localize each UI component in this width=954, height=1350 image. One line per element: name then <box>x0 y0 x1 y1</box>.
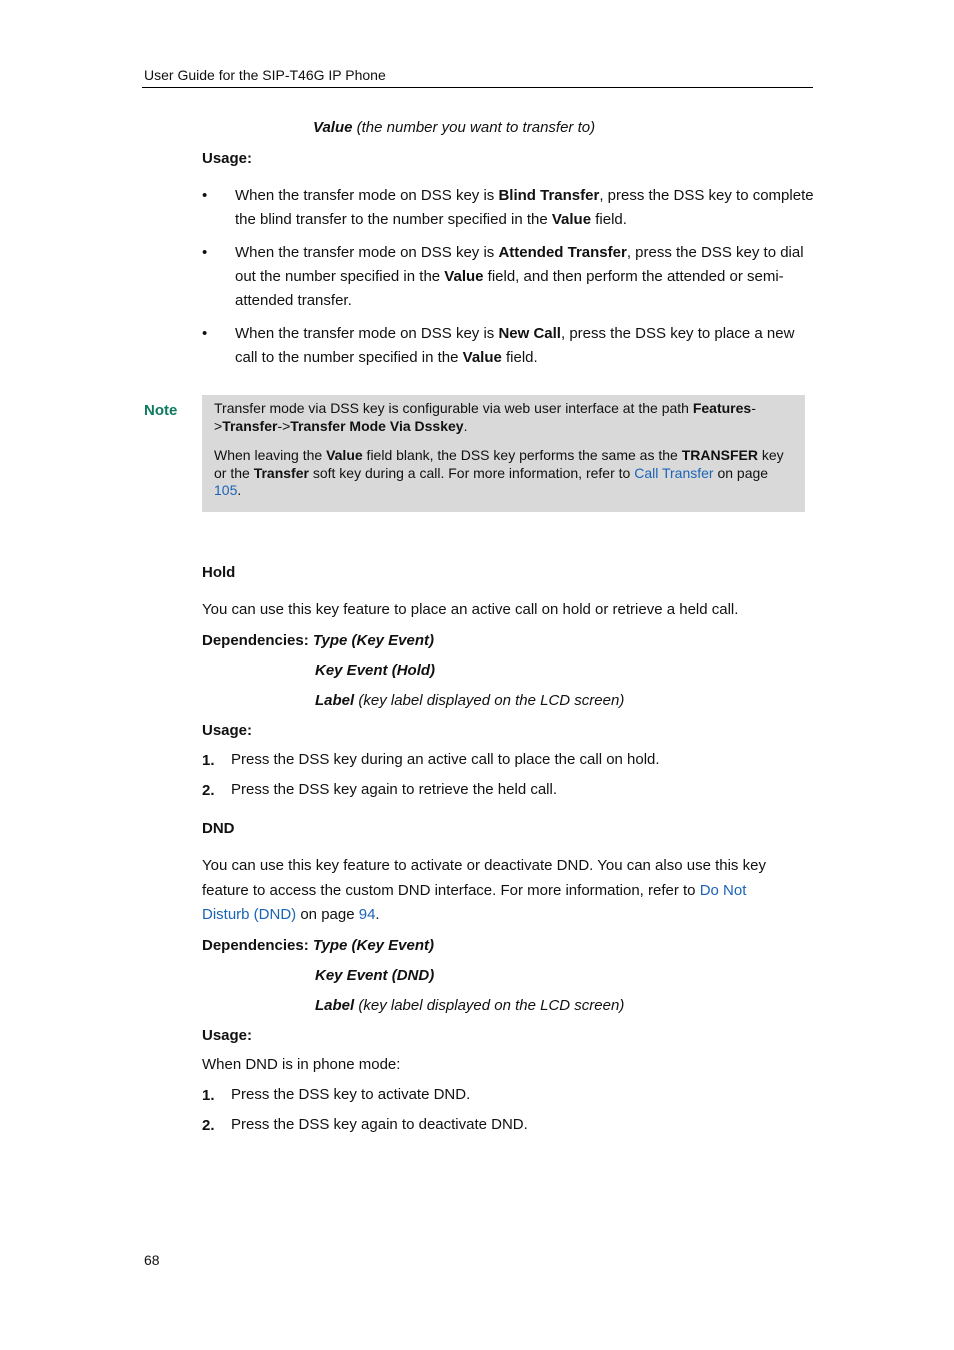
note-paragraph-2: When leaving the Value field blank, the DSS key performs the same as the TRANSFER key or the Transfer soft key during a call. For more information, refer to Call Transfer on page 105. <box>214 447 784 498</box>
dnd-mode-line: When DND is in phone mode: <box>202 1056 401 1073</box>
page-number: 68 <box>144 1252 160 1268</box>
hold-usage-heading: Usage: <box>202 722 253 739</box>
transfer-value-line <box>313 116 595 140</box>
dnd-heading: DND <box>202 820 235 837</box>
hold-step-2: Press the DSS key again to retrieve the held call. <box>231 781 558 798</box>
hold-key-event: Key Event (Hold) <box>315 662 436 679</box>
transfer-bullet-list <box>202 184 814 379</box>
header-rule <box>142 87 813 88</box>
hold-dependencies: Dependencies: Type (Key Event) <box>202 632 435 649</box>
step-number: 2. <box>202 1117 215 1134</box>
dnd-label-line: Label (key label displayed on the LCD screen) <box>315 997 625 1014</box>
hold-intro: You can use this key feature to place an active call on hold or retrieve a held call. <box>202 601 739 618</box>
page-94-link[interactable]: 94 <box>358 906 376 923</box>
dnd-link[interactable]: Do Not Disturb (DND) <box>202 881 747 923</box>
hold-step-1: Press the DSS key during an active call to place the call on hold. <box>231 751 660 768</box>
hold-heading: Hold <box>202 564 236 581</box>
note-label: Note <box>144 402 178 419</box>
step-number: 1. <box>202 1087 215 1104</box>
bullet-icon: • <box>202 325 208 342</box>
dnd-dependencies: Dependencies: Type (Key Event) <box>202 937 435 954</box>
dnd-step-2: Press the DSS key again to deactivate DND. <box>231 1116 528 1133</box>
dnd-usage-heading: Usage: <box>202 1027 253 1044</box>
page-header: User Guide for the SIP-T46G IP Phone <box>144 67 386 83</box>
note-box <box>202 395 805 512</box>
value-desc: (the number you want to transfer to) <box>352 119 596 136</box>
hold-label-line: Label (key label displayed on the LCD screen) <box>315 692 625 709</box>
note-paragraph-1: Transfer mode via DSS key is configurable via web user interface at the path Features->Transfer->Transfer Mode Via Dsskey. <box>214 400 756 434</box>
call-transfer-link[interactable]: Call Transfer <box>634 464 714 481</box>
dnd-step-1: Press the DSS key to activate DND. <box>231 1086 471 1103</box>
value-term: Value <box>313 119 353 136</box>
list-item: • When the transfer mode on DSS key is New Call, press the DSS key to place a new call to the number specified in the Value field. <box>202 322 814 370</box>
dnd-intro: You can use this key feature to activate or deactivate DND. You can also use this key feature to access the custom DND interface. For more information, refer to Do Not Disturb (DND) on page 94. <box>202 857 766 923</box>
bullet-icon: • <box>202 187 208 204</box>
bullet-icon: • <box>202 244 208 261</box>
list-item: • When the transfer mode on DSS key is Blind Transfer, press the DSS key to complete the blind transfer to the number specified in the Value field. <box>202 184 814 232</box>
list-item: • When the transfer mode on DSS key is Attended Transfer, press the DSS key to dial out the number specified in the Value field, and then perform the attended or semi-attended transfer. <box>202 241 814 313</box>
page-105-link[interactable]: 105 <box>214 482 238 498</box>
step-number: 1. <box>202 752 215 769</box>
dnd-key-event: Key Event (DND) <box>315 967 435 984</box>
step-number: 2. <box>202 782 215 799</box>
usage-heading: Usage: <box>202 150 253 167</box>
